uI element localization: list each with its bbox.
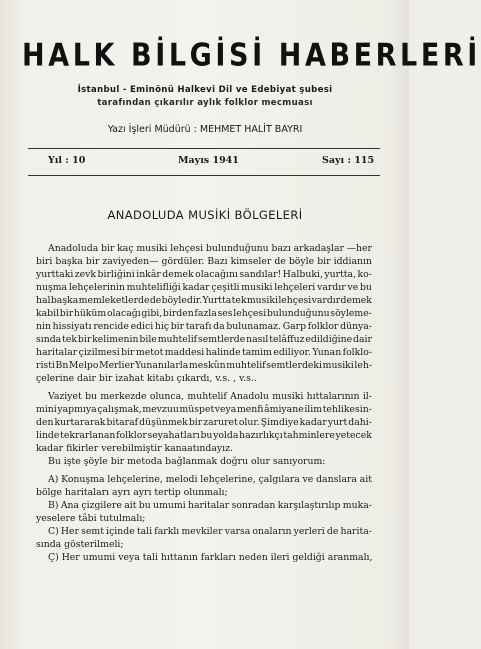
- article-line: nin hissiyatı rencide edici hiç bir tarafı da bulunamaz. Garp folklor dünya-: [36, 321, 372, 332]
- article-line: Bu işte şöyle bir metoda bağlanmak doğru olur sanıyorum:: [48, 456, 326, 467]
- article-line: Vaziyet bu merkezde olunca, muhtelif Anadolu musiki hıttalarının il-: [48, 391, 372, 402]
- article-line: yeselere tâbi tutulmalı;: [36, 513, 146, 524]
- article-line: hal başka memleketlerde de böyledir. Yurtta tek musiki lehçesi vardır demek: [36, 295, 372, 306]
- article-line: mini yapmıya çalışmak, mevzuu müspet veya menfi âmiyane ilim tehlikesin-: [36, 404, 372, 415]
- divider-bottom: [28, 175, 380, 176]
- article-line: kabil bir hüküm olacağı gibi, birden fazla ses lehçesi bulunduğunu söyleme-: [36, 308, 372, 319]
- divider-top: [28, 148, 380, 149]
- article-line: B) Ana çizgilere ait bu umumi haritalar sonradan karşılaştırılıp muka-: [48, 500, 372, 511]
- issue-year: Yıl : 10: [48, 155, 86, 166]
- subtitle-line-1: İstanbul - Eminönü Halkevi Dil ve Edebiyat şubesi: [77, 85, 333, 95]
- article-line: linde tekrarlanan folklor seyahatları bu yolda hazırlıkçı tahminlere yetecek: [36, 430, 372, 441]
- article-line: sında tek bir kelimenin bile muhtelif semtlerde nasıl telâffuz edildiğine dair: [36, 334, 372, 345]
- article-line: kadar fikirler verebilmiştir kanaatındayız.: [36, 443, 233, 454]
- article-line: yurttaki zevk birliğini inkâr demek olacağını sandılar! Halbuki, yurtta, ko-: [36, 269, 372, 280]
- article-title: ANADOLUDA MUSİKİ BÖLGELERİ: [107, 208, 303, 222]
- article-line: bölge haritaları ayrı ayrı tertip olunmalı;: [36, 487, 228, 498]
- article-line: A) Konuşma lehçelerine, melodi lehçelerine, çalgılara ve danslara ait: [48, 474, 372, 485]
- issue-number: Sayı : 115: [322, 155, 375, 166]
- article-line: haritalar çizilmesi bir metot maddesi halinde tamim ediliyor. Yunan folklo-: [36, 347, 372, 358]
- article-line: Anadoluda bir kaç musiki lehçesi bulunduğunu bazı arkadaşlar —her: [48, 243, 372, 254]
- article-line: C) Her semt içinde tali farklı mevkiler varsa onaların yerleri de harita-: [48, 526, 372, 537]
- issue-date: Mayıs 1941: [178, 155, 239, 166]
- article-line: biri başka bir zaviyeden— gördüler. Bazı kimseler de böyle bir iddianın: [36, 256, 372, 267]
- article-line: den kurtararak bitaraf düşünmek bir zaruret olur. Şimdiye kadar yurt dahi-: [36, 417, 372, 428]
- masthead-title: HALK BİLGİSİ HABERLERİ: [22, 38, 481, 74]
- article-body: [36, 242, 372, 564]
- article-line: sında gösterilmeli;: [36, 539, 124, 550]
- subtitle-line-2: tarafından çıkarılır aylık folklor mecmuası: [97, 98, 313, 108]
- article-line: risti Bn Melpo Merlier Yunanılarla meskûn muhtelif semtlerdeki musiki leh-: [36, 360, 372, 371]
- article-line: çelerine dair bir izahat kitabı çıkardı, v.s. , v.s..: [36, 373, 257, 384]
- article-line: Ç) Her umumi veya tali hıttanın farkları neden ileri geldiği aranmalı,: [48, 552, 373, 563]
- article-line: nuşma lehçelerinin muhtelifliği kadar çeşitli musiki lehçeleri vardır ve bu: [36, 282, 372, 293]
- editor-credit: Yazı İşleri Müdürü : MEHMET HALİT BAYRI: [107, 124, 303, 135]
